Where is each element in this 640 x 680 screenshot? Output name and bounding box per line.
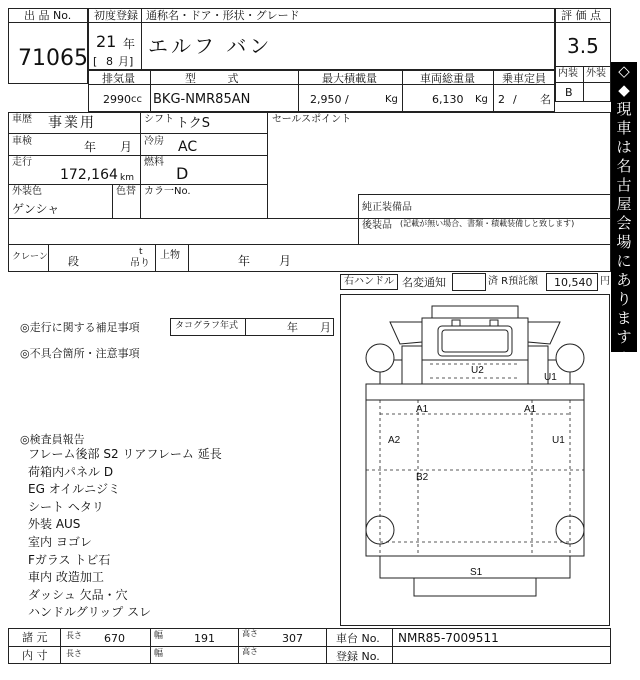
crane-label: クレーン bbox=[12, 252, 48, 262]
height-label: 高さ bbox=[242, 629, 258, 638]
inspector-report-line: EG オイルニジミ bbox=[28, 482, 121, 497]
inspection-label: 車検 bbox=[12, 136, 32, 147]
chassis-no: NMR85-7009511 bbox=[398, 631, 499, 645]
tacho-label: タコグラフ年式 bbox=[175, 321, 239, 331]
recycle-amount: 10,540 bbox=[554, 276, 593, 289]
color-no-label: カラ一No. bbox=[144, 186, 191, 197]
shift: トクS bbox=[176, 116, 210, 131]
car-name: エルフ バン bbox=[148, 34, 273, 58]
lot-number-label: 出 品 No. bbox=[24, 9, 72, 22]
reg-month-unit: 月] bbox=[118, 55, 134, 68]
reg-month-open: [ bbox=[93, 55, 98, 68]
model-label: 型 式 bbox=[185, 72, 253, 85]
capacity-label: 乗車定員 bbox=[502, 72, 546, 85]
crane-step: 段 bbox=[68, 255, 79, 268]
aftermarket-label: 後装品 bbox=[362, 220, 392, 231]
exterior-label: 外装 bbox=[586, 68, 606, 79]
chassis-label: 車台 No. bbox=[336, 632, 380, 645]
inspector-report-line: フレーム後部 S2 リアフレーム 延長 bbox=[28, 447, 222, 461]
color-change-label: 色替 bbox=[116, 186, 136, 197]
color: ゲンシャ bbox=[12, 202, 60, 216]
inner-width-label: 幅 bbox=[154, 649, 164, 659]
width: 191 bbox=[194, 632, 215, 645]
ac-label: 冷房 bbox=[144, 136, 164, 147]
aftermarket-note: (記載が無い場合、書類・積載装備しと致します) bbox=[400, 219, 575, 228]
defect-label: ◎不具合箇所・注意事項 bbox=[20, 347, 140, 360]
mark-a2: A2 bbox=[388, 435, 401, 446]
inspector-report-line: 外装 AUS bbox=[28, 517, 81, 532]
gross-weight: 6,130 bbox=[432, 93, 464, 106]
length: 670 bbox=[104, 632, 125, 645]
history: 事業用 bbox=[48, 115, 96, 131]
mark-s1: S1 bbox=[470, 567, 483, 578]
mark-a1-left: A1 bbox=[416, 404, 429, 415]
displacement-unit: cc bbox=[131, 94, 142, 105]
right-hand-drive: 右ハンドル bbox=[344, 276, 394, 287]
inspector-report-line: シート ヘタリ bbox=[28, 499, 104, 514]
max-load-label: 最大積載量 bbox=[322, 72, 377, 85]
name-change-box bbox=[452, 273, 486, 291]
gross-weight-label: 車両総重量 bbox=[420, 72, 475, 85]
capacity: 2 bbox=[498, 93, 505, 106]
length-label: 長さ bbox=[66, 631, 82, 640]
inspector-report-line: Fガラス トビ石 bbox=[28, 552, 111, 567]
mark-u1-front: U1 bbox=[544, 372, 557, 383]
score-value: 3.5 bbox=[567, 34, 599, 58]
mileage: 172,164 bbox=[60, 167, 118, 183]
vehicle-diagram bbox=[340, 294, 610, 626]
capacity-slash: / bbox=[513, 93, 517, 106]
mileage-unit: km bbox=[120, 173, 134, 183]
registration-label: 登録 No. bbox=[336, 650, 380, 663]
inner-dims-label: 内 寸 bbox=[22, 649, 48, 662]
reg-month: 8 bbox=[106, 55, 113, 68]
reg-year: 21 bbox=[96, 32, 117, 51]
first-reg-label: 初度登録 bbox=[94, 9, 138, 22]
sales-point-label: セールスポイント bbox=[272, 114, 352, 125]
fuel-label: 燃料 bbox=[144, 157, 164, 168]
recycle-yen: 円 bbox=[600, 276, 610, 287]
info-box bbox=[8, 112, 611, 272]
dims-label: 諸 元 bbox=[22, 631, 48, 644]
interior-grade: B bbox=[565, 86, 573, 99]
max-load-slash: / bbox=[345, 93, 349, 106]
inspector-report-line: ダッシュ 欠品・穴 bbox=[28, 587, 128, 602]
inspector-report-label: ◎検査員報告 bbox=[20, 433, 85, 446]
inspection-month-unit: 月 bbox=[120, 140, 133, 154]
tacho-year-unit: 年 bbox=[287, 321, 298, 334]
reg-year-unit: 年 bbox=[123, 37, 136, 51]
history-label: 車歴 bbox=[12, 114, 32, 125]
mark-u1-side: U1 bbox=[552, 435, 565, 446]
upper-month-unit: 月 bbox=[279, 254, 292, 268]
inspector-report-line: 車内 改造加工 bbox=[28, 570, 104, 585]
score-label: 評 価 点 bbox=[561, 9, 601, 22]
inspector-report-line: 室内 ヨゴレ bbox=[28, 535, 92, 549]
venue-notice: ◇ ◆ 現 車 は 名 古 屋 会 場 に あ り ま す ◆ ◇ bbox=[611, 62, 637, 352]
inner-length-label: 長さ bbox=[66, 649, 82, 658]
mark-b2: B2 bbox=[416, 472, 429, 483]
mark-u2: U2 bbox=[471, 365, 484, 376]
fuel: D bbox=[176, 164, 189, 183]
capacity-unit: 名 bbox=[540, 93, 551, 106]
inspector-report-line: 荷箱内パネル D bbox=[28, 464, 114, 479]
inspector-report-line: ハンドルグリップ スレ bbox=[28, 605, 152, 620]
displacement: 2990 bbox=[103, 93, 131, 106]
name-change-label: 名変通知 bbox=[402, 276, 446, 289]
crane-hang: 吊り bbox=[130, 258, 150, 269]
crane-ton: t bbox=[139, 247, 143, 257]
name-label: 通称名・ドア・形状・グレード bbox=[146, 9, 300, 22]
lot-number: 71065 bbox=[18, 46, 88, 71]
max-load: 2,950 bbox=[310, 93, 342, 106]
recycle-label: 済 R預託額 bbox=[488, 276, 539, 287]
genuine-equipment-label: 純正装備品 bbox=[362, 202, 412, 213]
shift-label: シフト bbox=[144, 114, 174, 125]
ac: AC bbox=[178, 139, 198, 155]
upper-body-label: 上物 bbox=[160, 250, 180, 261]
interior-label: 内装 bbox=[558, 68, 578, 79]
running-note-label: ◎走行に関する補足事項 bbox=[20, 321, 140, 334]
tacho-month-unit: 月 bbox=[320, 321, 331, 334]
mileage-label: 走行 bbox=[12, 157, 32, 168]
displacement-label: 排気量 bbox=[102, 72, 135, 85]
height: 307 bbox=[282, 632, 303, 645]
max-load-unit: Kg bbox=[385, 94, 398, 105]
inspection-year-unit: 年 bbox=[84, 140, 97, 154]
width-label: 幅 bbox=[154, 631, 164, 641]
upper-year-unit: 年 bbox=[238, 254, 251, 268]
mark-a1-right: A1 bbox=[524, 404, 537, 415]
model-code: BKG-NMR85AN bbox=[153, 92, 251, 107]
color-label: 外装色 bbox=[12, 186, 42, 197]
inner-height-label: 高さ bbox=[242, 647, 258, 656]
gross-weight-unit: Kg bbox=[475, 94, 488, 105]
